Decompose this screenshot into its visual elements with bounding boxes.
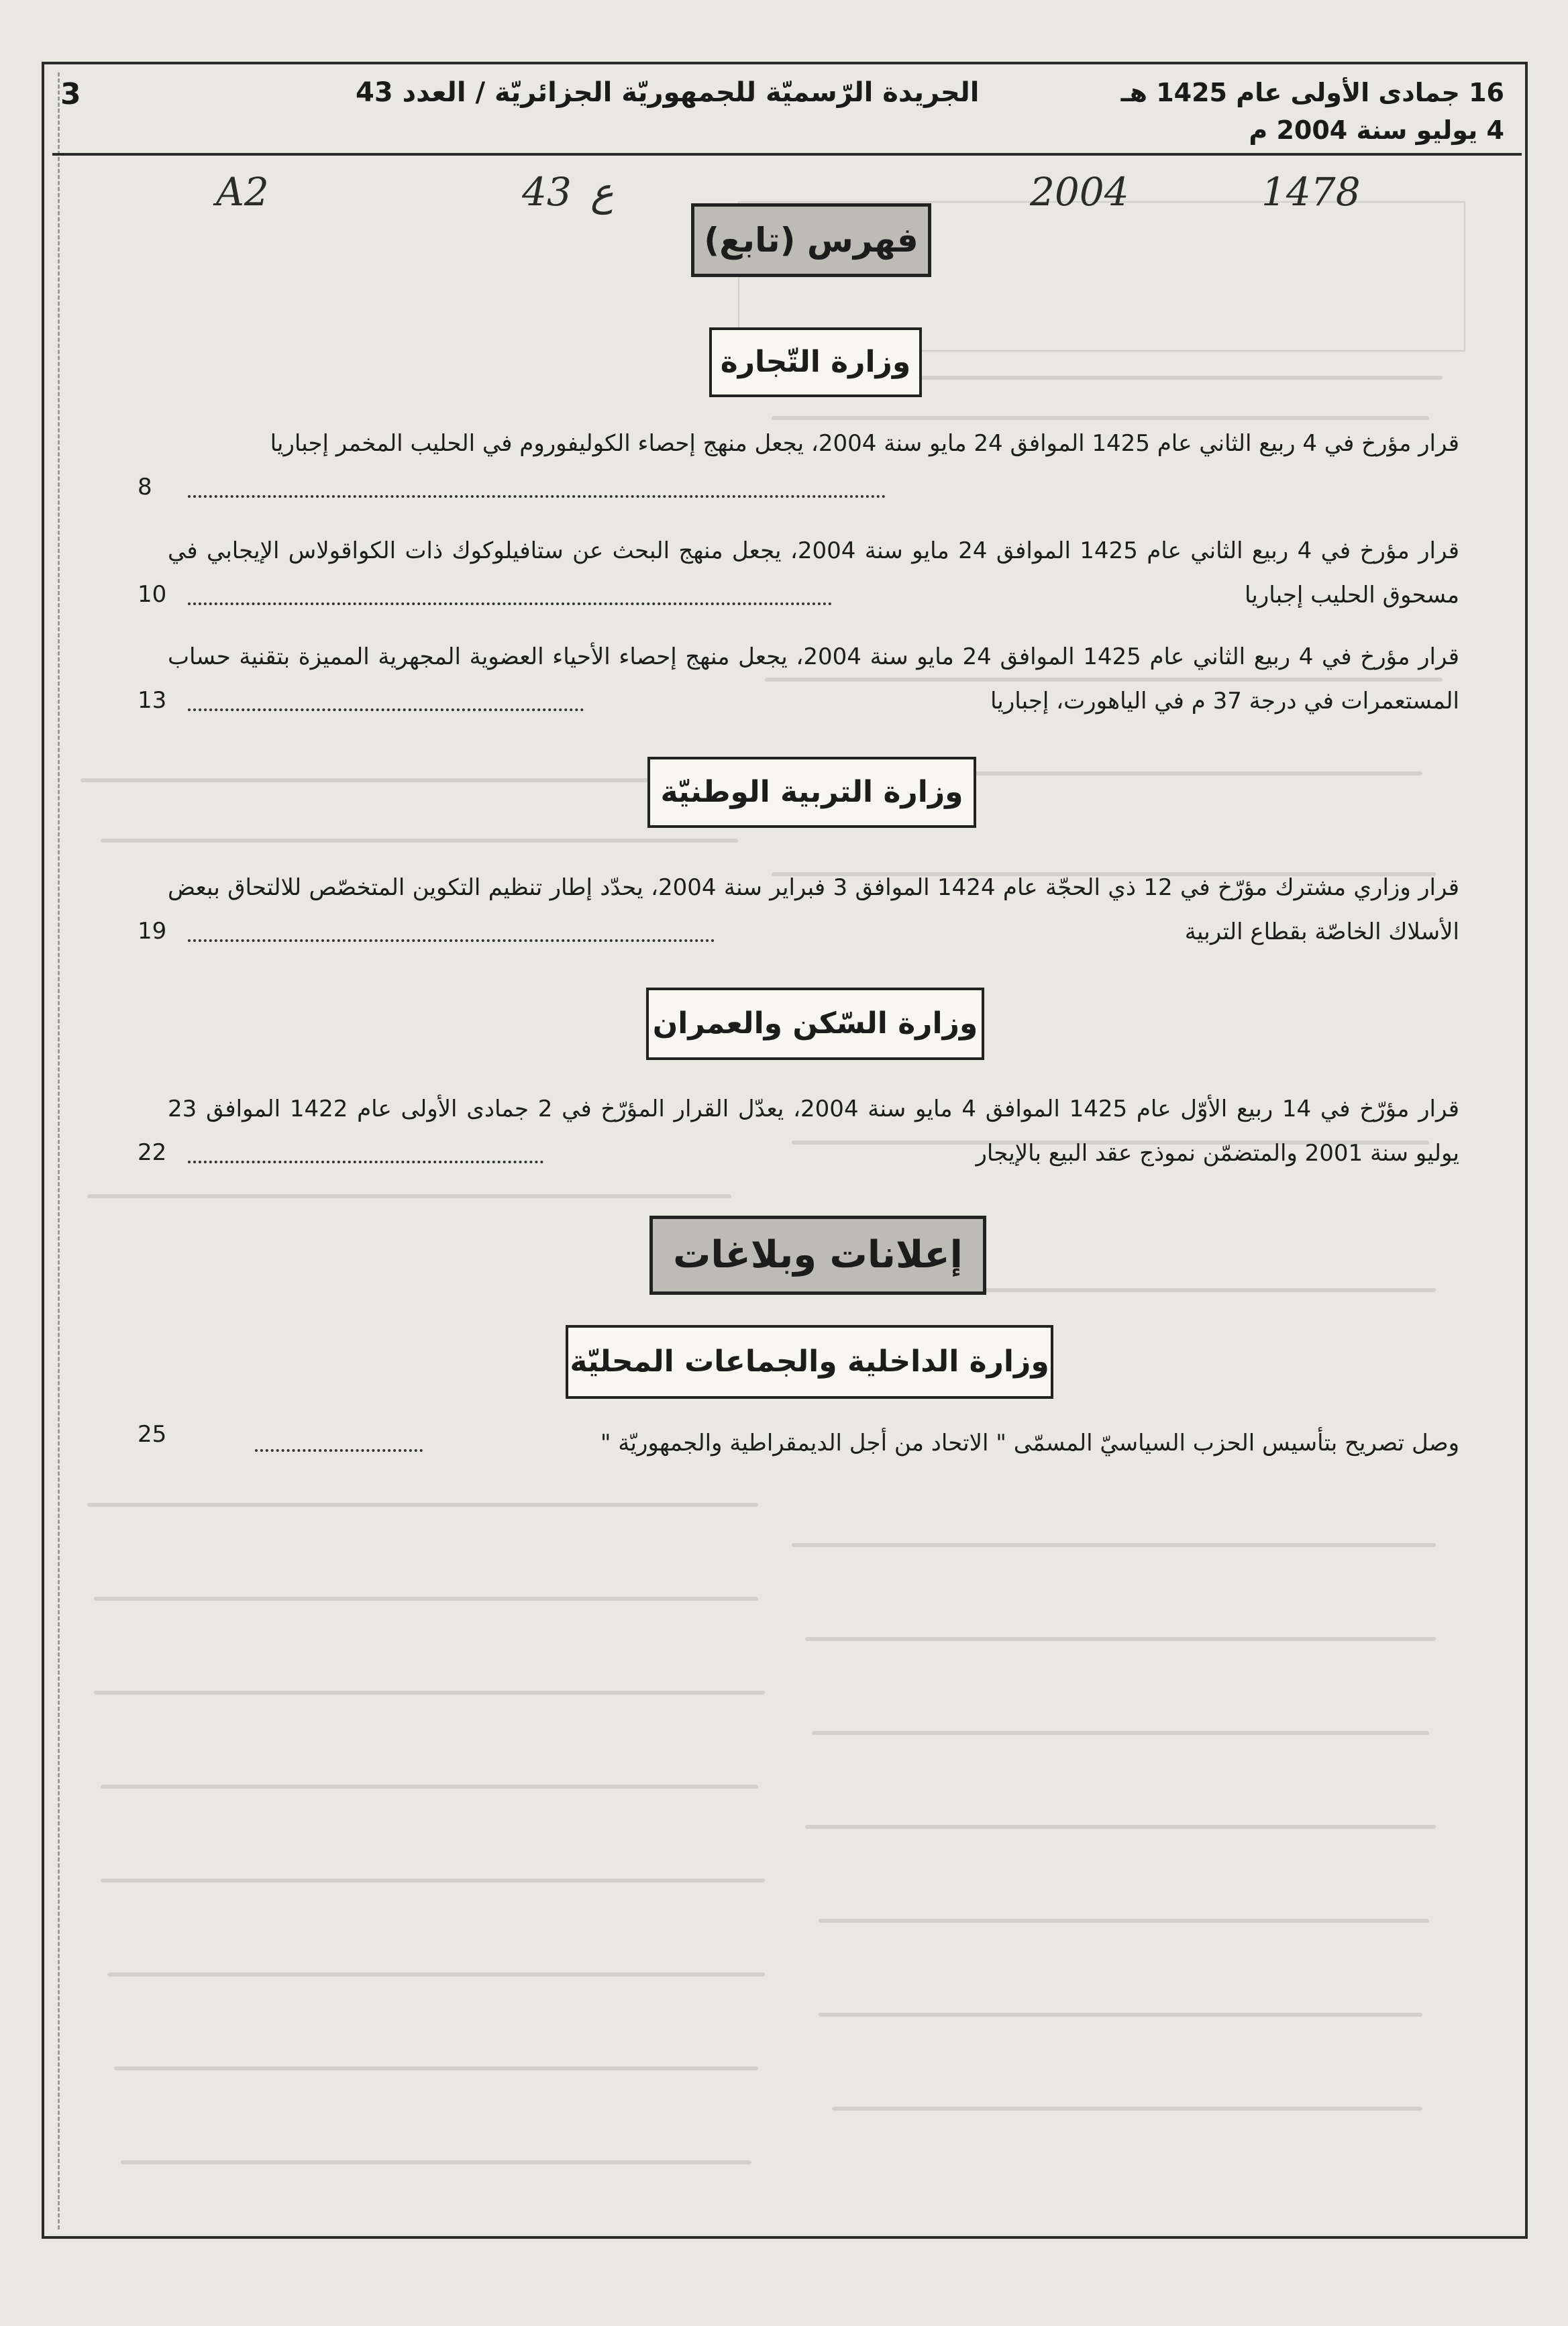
entry-text: قرار مؤرّخ في 14 ربيع الأوّل عام 1425 الموافق 4 مايو سنة 2004، يعدّل القرار المؤرّخ في 2 جمادى الأولى عام 1422 الموافق 23 يوليو سنة 2001 والمتضمّن نموذج عقد البيع بالإيجار	[168, 1096, 1460, 1167]
leader-dots	[188, 939, 715, 942]
leader-dots	[188, 1161, 543, 1163]
leader-dots	[188, 495, 886, 498]
gregorian-date: 4 يوليو سنة 2004 م	[1249, 115, 1504, 145]
entry-text: قرار مؤرخ في 4 ربيع الثاني عام 1425 الموافق 24 مايو سنة 2004، يجعل منهج إحصاء الكوليفوروم في الحليب المخمر إجباريا	[270, 430, 1459, 457]
page-ref: 8	[138, 474, 152, 500]
leader-dots	[255, 1449, 423, 1452]
section-heading: وزارة التربية الوطنيّة	[647, 757, 976, 828]
index-entry	[168, 1421, 1459, 1465]
leader-dots	[188, 708, 584, 711]
handwritten-note: 43	[522, 169, 572, 215]
page-number: 3	[60, 77, 81, 111]
entry-text: قرار وزاري مشترك مؤرّخ في 12 ذي الحجّة عام 1424 الموافق 3 فبراير سنة 2004، يحدّد إطار تنظيم التكوين المتخصّص للالتحاق ببعض الأسلاك الخاصّة بقطاع التربية	[168, 874, 1459, 945]
page-ref: 13	[138, 687, 167, 714]
header-rule	[52, 153, 1522, 156]
issue-date	[1121, 74, 1504, 149]
index-title: فهرس (تابع)	[691, 203, 931, 277]
hijri-date: 16 جمادى الأولى عام 1425 هـ	[1120, 78, 1504, 107]
section-heading: وزارة الداخلية والجماعات المحليّة	[566, 1325, 1053, 1399]
handwritten-note: A2	[216, 169, 269, 215]
announcements-title: إعلانات وبلاغات	[649, 1216, 986, 1295]
page-ref: 25	[138, 1421, 167, 1448]
entry-text: وصل تصريح بتأسيس الحزب السياسيّ المسمّى " الاتحاد من أجل الديمقراطية والجمهوريّة "	[600, 1430, 1459, 1457]
entry-text: قرار مؤرخ في 4 ربيع الثاني عام 1425 الموافق 24 مايو سنة 2004، يجعل منهج إحصاء الأحياء العضوية المجهرية المميزة بتقنية حساب المستعمرات في درجة 37 م في الياهورت، إجباريا	[168, 643, 1459, 715]
entry-text: قرار مؤرخ في 4 ربيع الثاني عام 1425 الموافق 24 مايو سنة 2004، يجعل منهج البحث عن ستافيلوكوك ذات الكواقولاس الإيجابي في مسحوق الحليب إجباريا	[168, 537, 1459, 609]
page-ref: 10	[138, 581, 167, 608]
handwritten-note: 1478	[1261, 169, 1361, 215]
handwritten-note: ع	[590, 169, 614, 215]
index-entry	[168, 421, 1459, 466]
leader-dots	[188, 602, 832, 605]
section-heading: وزارة السّكن والعمران	[646, 988, 984, 1060]
journal-title: الجريدة الرّسميّة للجمهوريّة الجزائريّة / العدد 43	[356, 77, 980, 108]
section-heading: وزارة التّجارة	[709, 327, 922, 397]
handwritten-note: 2004	[1030, 169, 1129, 215]
page-ref: 22	[138, 1139, 167, 1166]
page-ref: 19	[138, 918, 167, 945]
